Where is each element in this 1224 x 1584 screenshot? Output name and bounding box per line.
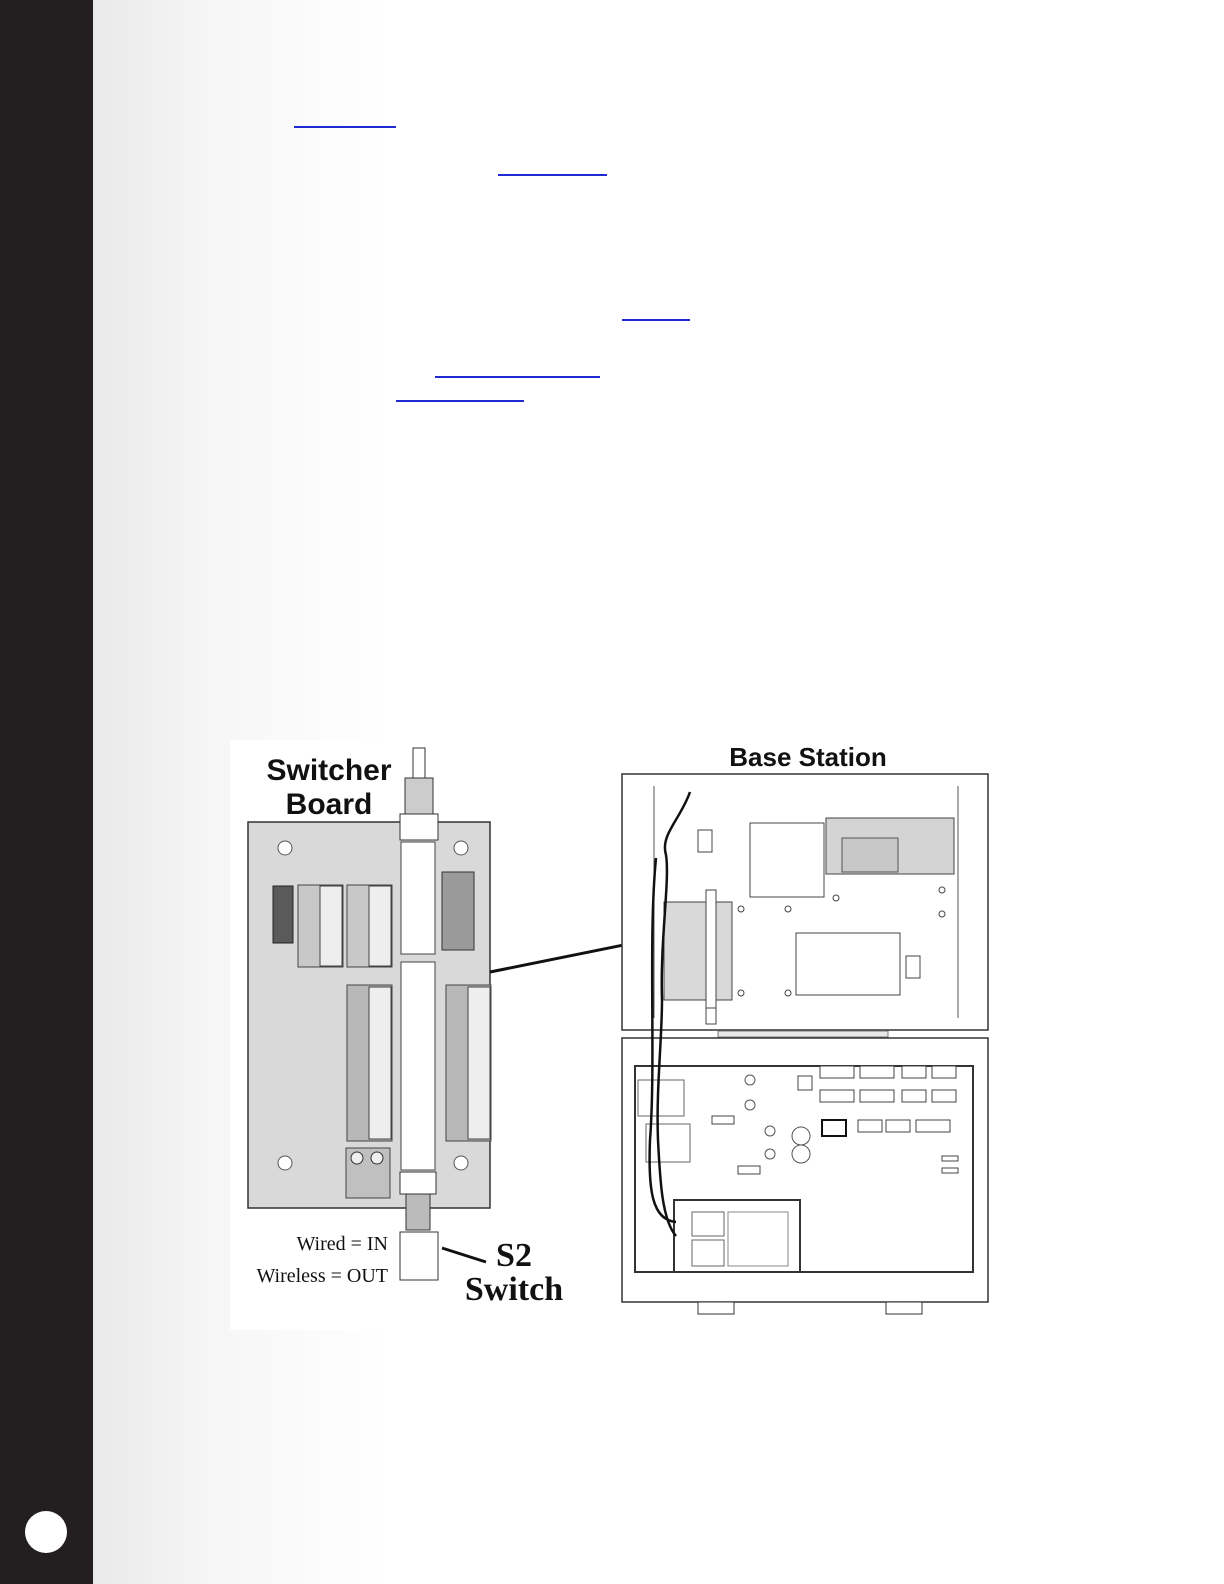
link-underline-5[interactable] — [396, 400, 524, 402]
link-underline-1[interactable] — [294, 126, 396, 128]
s2-label-line2: Switch — [464, 1271, 564, 1308]
link-underline-3[interactable] — [622, 319, 690, 321]
page-sidebar-bar — [0, 0, 93, 1584]
switcher-board-label-line1: Switcher — [266, 754, 392, 787]
switcher-board-label-line2: Board — [285, 788, 373, 821]
base-station-label: Base Station — [729, 742, 887, 772]
link-underline-2[interactable] — [498, 174, 607, 176]
switcher-board-base-station-figure — [230, 740, 1000, 1330]
wired-label: Wired = IN — [296, 1233, 388, 1255]
s2-label-line1: S2 — [496, 1237, 532, 1274]
base-station-diagram — [622, 774, 988, 1314]
wireless-label: Wireless = OUT — [256, 1265, 388, 1287]
link-underline-4[interactable] — [435, 376, 600, 378]
switcher-board-diagram — [248, 748, 491, 1280]
page-number-circle — [25, 1511, 67, 1553]
